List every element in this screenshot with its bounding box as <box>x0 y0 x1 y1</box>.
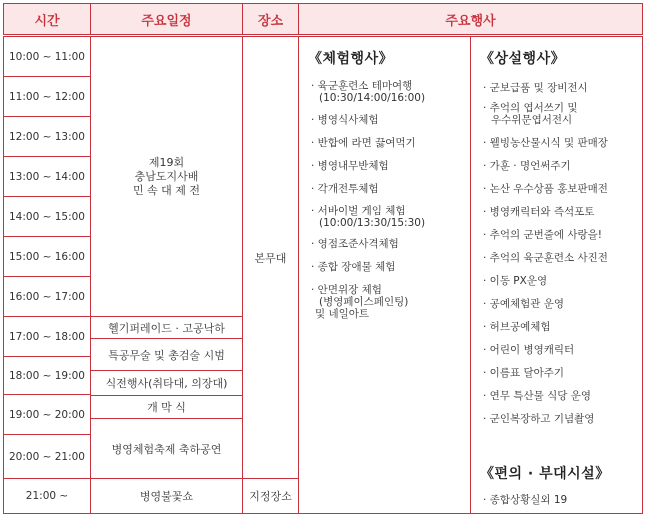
list-item: · 추억의 군번줄에 사랑을! <box>483 229 602 241</box>
time-cell: 12:00 ~ 13:00 <box>3 116 91 157</box>
list-item: · 추억의 육군훈련소 사진전 <box>483 252 608 264</box>
schedule-cell: 개 막 식 <box>90 395 243 419</box>
main-event-cell <box>90 36 243 317</box>
list-item: · 허브공예체험 <box>483 321 551 333</box>
facilities-title: 《편의 · 부대시설》 <box>480 466 610 482</box>
schedule-cell: 헬기퍼레이드 · 고공낙하 <box>90 316 243 339</box>
list-item: · 공예체험관 운영 <box>483 298 565 310</box>
list-item: · 군인복장하고 기념촬영 <box>483 413 595 425</box>
list-item: · 이름표 달아주기 <box>483 367 565 379</box>
schedule-cell: 식전행사(취타대, 의장대) <box>90 370 243 396</box>
list-item: · 병영식사체험 <box>311 114 379 126</box>
list-item: · 가훈 · 명언써주기 <box>483 160 571 172</box>
time-cell: 19:00 ~ 20:00 <box>3 394 91 435</box>
schedule-cell: 병영체험축제 축하공연 <box>90 418 243 479</box>
time-cell: 10:00 ~ 11:00 <box>3 36 91 77</box>
time-cell: 20:00 ~ 21:00 <box>3 434 91 479</box>
list-item: · 어린이 병영캐릭터 <box>483 344 575 356</box>
header-events: 주요행사 <box>298 3 643 35</box>
list-item: · 반합에 라면 끓여먹기 <box>311 137 416 149</box>
list-item: · 영점조준사격체험 <box>311 238 399 250</box>
list-item: · 웰빙농산물시식 및 판매장 <box>483 137 608 149</box>
schedule-cell: 특공무술 및 총검술 시범 <box>90 338 243 371</box>
header-venue: 장소 <box>242 3 299 35</box>
schedule-cell: 병영불꽃쇼 <box>90 478 243 514</box>
list-item: · 병영내무반체험 <box>311 160 389 172</box>
list-item: · 육군훈련소 테마여행 (10:30/14:00/16:00) <box>311 80 426 104</box>
events-divider <box>470 36 471 514</box>
list-item: · 서바이벌 게임 체험 (10:00/13:30/15:30) <box>311 205 426 229</box>
list-item: · 연무 특산물 식당 운영 <box>483 390 591 402</box>
time-cell: 18:00 ~ 19:00 <box>3 356 91 395</box>
list-item: · 추억의 엽서쓰기 및 우수위문엽서전시 <box>483 102 578 126</box>
list-item: · 군보급품 및 장비전시 <box>483 82 588 94</box>
header-schedule: 주요일정 <box>90 3 243 35</box>
list-item: · 종합상황실외 19 <box>483 494 568 506</box>
header-time: 시간 <box>3 3 91 35</box>
time-cell: 21:00 ~ <box>3 478 91 514</box>
venue-main-cell: 본무대 <box>242 36 299 479</box>
main-event-line1: 제19회 <box>148 155 185 169</box>
time-cell: 11:00 ~ 12:00 <box>3 76 91 117</box>
main-event-line3: 민 속 대 제 전 <box>132 183 201 197</box>
list-item: · 이동 PX운영 <box>483 275 548 287</box>
list-item: · 안면위장 체험 (병영페이스페인팅) 및 네일아트 <box>311 284 409 320</box>
time-cell: 13:00 ~ 14:00 <box>3 156 91 197</box>
main-event-line2: 충남도지사배 <box>134 169 199 183</box>
permanent-title: 《상설행사》 <box>480 51 566 67</box>
time-cell: 16:00 ~ 17:00 <box>3 276 91 317</box>
time-cell: 14:00 ~ 15:00 <box>3 196 91 237</box>
experience-title: 《체험행사》 <box>308 51 394 67</box>
list-item: · 각개전투체험 <box>311 183 379 195</box>
list-item: · 논산 우수상품 홍보판매전 <box>483 183 608 195</box>
time-cell: 17:00 ~ 18:00 <box>3 316 91 357</box>
list-item: · 종합 장애물 체험 <box>311 261 396 273</box>
time-cell: 15:00 ~ 16:00 <box>3 236 91 277</box>
list-item: · 병영캐릭터와 즉석포토 <box>483 206 595 218</box>
venue-last-cell: 지정장소 <box>242 478 299 514</box>
